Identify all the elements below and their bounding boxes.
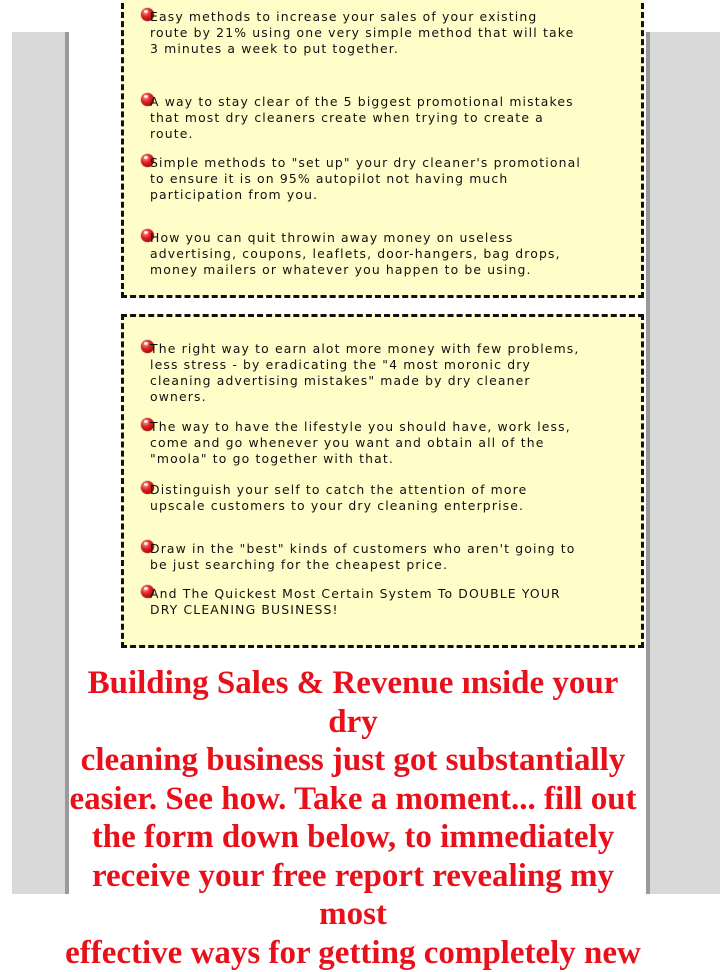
list-item-text: Easy methods to increase your sales of your existing route by 21% using one very simple method that will take 3 minutes a week to put together. bbox=[150, 9, 575, 56]
list-item-text: Distinguish your self to catch the attention of more upscale customers to your dry cleaning enterprise. bbox=[150, 482, 528, 513]
benefits-box-2 bbox=[121, 314, 644, 648]
right-margin-gutter bbox=[646, 32, 720, 894]
list-item-text: And The Quickest Most Certain System To DOUBLE YOUR DRY CLEANING BUSINESS! bbox=[150, 586, 561, 617]
list-item-text: A way to stay clear of the 5 biggest promotional mistakes that most dry cleaners create when trying to create a route. bbox=[150, 94, 574, 141]
document-page bbox=[65, 0, 646, 971]
list-item-text: The right way to earn alot more money with few problems, less stress - by eradicating the "4 most moronic dry cleaning advertising mistakes" made by dry cleaner owners. bbox=[150, 341, 580, 404]
list-item-text: The way to have the lifestyle you should have, work less, come and go whenever you want and obtain all of the "moola" to go together with that. bbox=[150, 419, 571, 466]
left-margin-gutter bbox=[12, 32, 69, 894]
list-item-text: Simple methods to "set up" your dry cleaner's promotional to ensure it is on 95% autopilot not having much participation from you. bbox=[150, 155, 581, 202]
headline-call-to-action: Building Sales & Revenue ınside your dry cleaning business just got substantially easier. See how. Take a moment... fill out the form down below, to immediately receive your free report revealing my most effective ways for getting completely new bbox=[65, 665, 641, 971]
list-item-text: Draw in the "best" kinds of customers who aren't going to be just searching for the cheapest price. bbox=[150, 541, 576, 572]
list-item-text: How you can quit throwin away money on useless advertising, coupons, leaflets, door-hangers, bag drops, money mailers or whatever you happen to be using. bbox=[150, 230, 561, 277]
benefits-box-1 bbox=[121, 0, 644, 298]
